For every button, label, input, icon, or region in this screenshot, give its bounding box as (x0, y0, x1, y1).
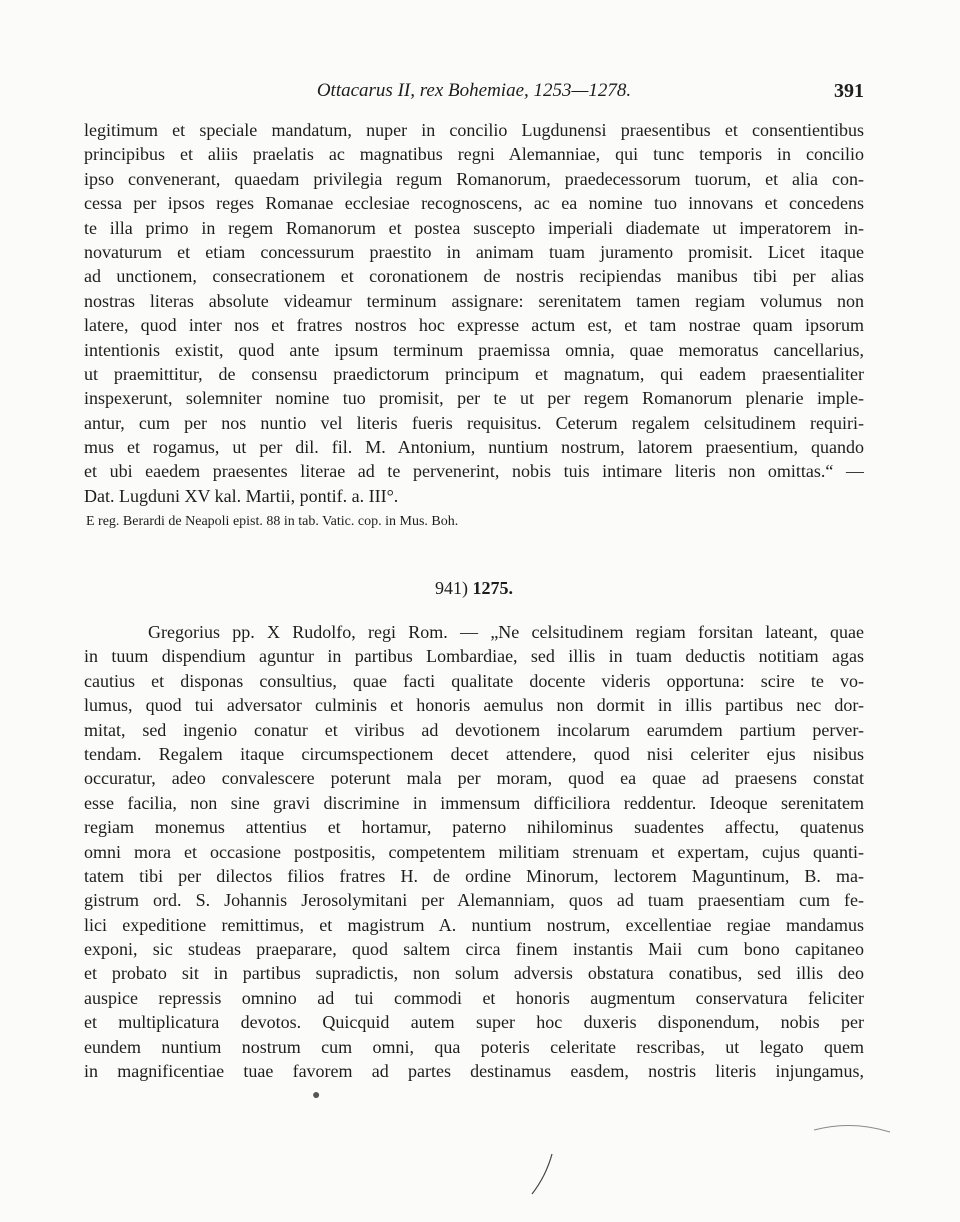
text-line: esse facilia, non sine gravi discrimine in immensum difficiliora reddentur. Ideoque serenitatem (84, 792, 864, 813)
text-line: te illa primo in regem Romanorum et postea suscepto imperiali diademate ut imperatorem in- (84, 217, 864, 238)
text-line: cautius et disponas consultius, quae facti qualitate docente videris opportuna: scire te vo- (84, 670, 864, 691)
text-line: ut praemittitur, de consensu praedictorum principum et magnatum, qui eadem praesentialiter (84, 363, 864, 384)
page-number: 391 (834, 80, 864, 102)
text-line: intentionis existit, quod ante ipsum terminum praemissa omnia, quae memoratus cancellarius, (84, 339, 864, 360)
text-line: Gregorius pp. X Rudolfo, regi Rom. — „Ne celsitudinem regiam forsitan lateant, quae (148, 622, 864, 642)
document-number: 941) (435, 578, 468, 598)
text-line: cessa per ipsos reges Romanae ecclesiae recognoscens, ac ea nomine tuo innovans et concedens (84, 193, 864, 214)
letter-1-body (84, 118, 864, 532)
text-line: tatem tibi per dilectos filios fratres H. de ordine Minorum, lectorem Maguntinum, B. ma- (84, 865, 864, 886)
pen-stroke-mark (812, 1118, 892, 1138)
text-line: eundem nuntium nostrum cum omni, qua poteris celeritate rescribas, ut legato quem (84, 1036, 864, 1057)
text-line: in tuum dispendium aguntur in partibus Lombardiae, sed illis in tuam deductis notitiam agas (84, 646, 864, 667)
document-heading (84, 578, 864, 599)
text-line: lumus, quod tui adversator culminis et honoris aemulus non dormit in illis partibus nec dor- (84, 695, 864, 716)
text-line: mus et rogamus, ut per dil. fil. M. Antonium, nuntium nostrum, latorem praesentium, quando (84, 437, 864, 458)
text-line: novaturum et etiam concessurum praestito in animam tuam juramento promisit. Licet itaque (84, 241, 864, 262)
text-line: regiam monemus attentius et hortamur, paterno nihilominus suadentes affectu, quatenus (84, 817, 864, 838)
text-line: et multiplicatura devotos. Quicquid autem super hoc duxeris disponendum, nobis per (84, 1012, 864, 1033)
text-line: inspexerunt, solemniter nomine tuo promisit, per te ut per regem Romanorum plenarie imple- (84, 388, 864, 409)
source-citation: E reg. Berardi de Neapoli epist. 88 in tab. Vatic. cop. in Mus. Boh. (86, 514, 459, 530)
text-line: et ubi eaedem praesentes literae ad te pervenerint, nobis tuis intimare literis non omittas.“ — (84, 461, 864, 482)
text-line: omni mora et occasione postpositis, competentem militiam strenuam et expertam, cujus quanti- (84, 841, 864, 862)
letter-2-body (84, 620, 864, 1083)
text-line: occuratur, adeo convalescere poterunt mala per moram, quod ea quae ad praesens constat (84, 768, 864, 789)
page-header (84, 80, 864, 104)
text-line: in magnificentiae tuae favorem ad partes destinamus easdem, nostris literis injungamus, (84, 1061, 864, 1082)
text-line: lici expeditione remittimus, et magistrum A. nuntium nostrum, excellentiae regiae mandamus (84, 914, 864, 935)
text-line: gistrum ord. S. Johannis Jerosolymitani per Alemanniam, quos ad tuam praesentiam cum fe- (84, 890, 864, 911)
text-line: Dat. Lugduni XV kal. Martii, pontif. a. III°. (84, 485, 399, 506)
text-line: ipso convenerant, quaedam privilegia regum Romanorum, praedecessorum tuorum, et alia con- (84, 168, 864, 189)
text-line: latere, quod inter nos et fratres nostros hoc expresse actum est, et tam nostrae quam ipsorum (84, 315, 864, 336)
text-line: ad unctionem, consecrationem et coronationem de nostris recipiendas manibus tibi per alias (84, 266, 864, 287)
running-title: Ottacarus II, rex Bohemiae, 1253—1278. (316, 80, 632, 101)
text-line: mitat, sed ingenio conatur et viribus ad devotionem incolarum earumdem partium perver- (84, 719, 864, 740)
document-year: 1275. (472, 578, 513, 598)
text-line: auspice repressis omnino ad tui commodi et honoris augmentum conservatura feliciter (84, 987, 864, 1008)
text-line: tendam. Regalem itaque circumspectionem decet attendere, quod nisi celeriter ejus nisibus (84, 743, 864, 764)
text-line: antur, cum per nos nuntio vel literis fueris requisitus. Ceterum regalem celsitudinem requiri- (84, 412, 864, 433)
text-line: principibus et aliis praelatis ac magnatibus regni Alemanniae, qui tunc temporis in concilio (84, 144, 864, 165)
text-line: exponi, sic studeas praeparare, quod saltem circa finem instantis Maii cum bono capitaneo (84, 939, 864, 960)
pen-stroke-mark (528, 1150, 558, 1200)
text-line: et probato sit in partibus supradictis, non solum adversis obstatura conatibus, sed illis deo (84, 963, 864, 984)
text-line: legitimum et speciale mandatum, nuper in concilio Lugdunensi praesentibus et consentientibus (84, 120, 864, 140)
text-line: nostras literas absolute videamur terminum assignare: serenitatem tamen regiam volumus non (84, 290, 864, 311)
stray-ink-mark: ● (312, 1088, 321, 1103)
